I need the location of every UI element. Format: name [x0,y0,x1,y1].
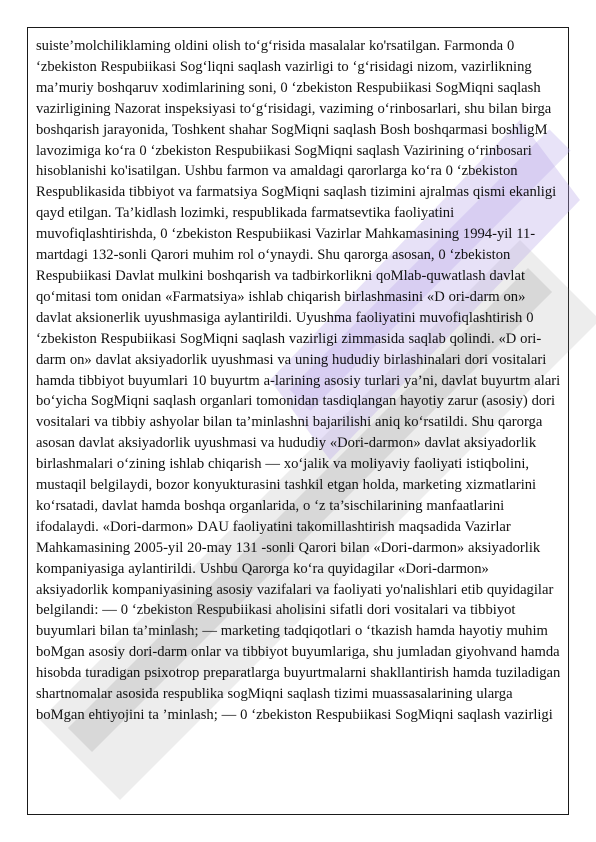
body-paragraph: suiste’molchiliklaming oldini olish to‘g‘risida masalalar ko'rsatilgan. Farmonda 0 ‘zbekiston Respubiikasi Sog‘liqni saqlash vazirligi to ‘g‘risidagi nizom, vazirlikning ma’muriy boshqaruv xodimlarining soni, 0 ‘zbekiston Respubiikasi SogMiqni saqlash vazirligining Nazorat inspeksiyasi to‘g‘risidagi, vaziming o‘rinbosarlari, shu bilan birga boshqarish jarayonida, Toshkent shahar SogMiqni saqlash Bosh boshqarmasi boshligM lavozimiga ko‘ra 0 ‘zbekiston Respubiikasi SogMiqni saqlash Vazirining o‘rinbosari hisoblanishi ko'isatilgan. Ushbu farmon va amaldagi qarorlarga ko‘ra 0 ‘zbekiston Respublikasida tibbiyot va farmatsiya SogMiqni saqlash tizimini ajralmas qismi ekanligi qayd etilgan. Ta’kidlash lozimki, respublikada farmatsevtika faoliyatini muvofiqlashtirishda, 0 ‘zbekiston Respubiikasi Vazirlar Mahkamasining 1994-yil 11-martdagi 132-sonli Qarori muhim rol o‘ynaydi. Shu qarorga asosan, 0 ‘zbekiston Respubiikasi Davlat mulkini boshqarish va tadbirkorlikni qoMlab-quwatlash davlat qo‘mitasi tom onidan «Farmatsiya» ishlab chiqarish birlashmasini «D ori-darm on» davlat aksionerlik uyushmasiga aylantirildi. Uyushma faoliyatini muvofiqlashtirish 0 ‘zbekiston Respubiikasi SogMiqni saqlash vazirligi zimmasida saqlab qolindi. «D ori-darm on» davlat aksiyadorlik uyushmasi va uning hududiy birlashinalari dori vositalari hamda tibbiyot buyumlari 10 buyurtm a-larining asosiy turlari ya’ni, davlat buyurtm alari bo‘yicha SogMiqni saqlash organlari tomonidan tasdiqlangan hayotiy zarur (asosiy) dori vositalari va tibbiy ashyolar bilan ta’minlashni bajarilishi aniq ko‘rsatildi. Shu qarorga asosan davlat aksiyadorlik uyushmasi va hududiy «Dori-darmon» davlat aksiyadorlik birlashmalari o‘zining ishlab chiqarish — xo‘jalik va moliyaviy faoliyati istiqbolini, mustaqil belgilaydi, bozor konyukturasini tashkil etgan holda, marketing xizmatlarini ko‘rsatadi, davlat hamda boshqa organlarida, o ‘z ta’sischilarining manfaatlarini ifodalaydi. «Dori-darmon» DAU faoliyatini takomillashtirish maqsadida Vazirlar Mahkamasining 2005-yil 20-may 131 -sonli Qarori bilan «Dori-darmon» aksiyadorlik kompaniyasiga aylantirildi. Ushbu Qarorga ko‘ra quyidagilar «Dori-darmon» aksiyadorlik kompaniyasining asosiy vazifalari va faoliyati yo'nalishlari etib quyidagilar belgilandi: — 0 ‘zbekiston Respubiikasi aholisini sifatli dori vositalari va tibbiyot buyumlari bilan ta’minlash; — marketing tadqiqotlari o ‘tkazish hamda hayotiy muhim boMgan asosiy dori-darm onlar va tibbiyot buyumlariga, shu jumladan giyohvand hamda hisobda turadigan psixotrop preparatlarga buyurtmalarni shakllantirish hamda tuziladigan shartnomalar asosida respublika sogMiqni saqlash tizimi muassasalarining ularga boMgan ehtiyojini ta ’minlash; — 0 ‘zbekiston Respubiikasi SogMiqni saqlash vazirligi [36,38,561,723]
